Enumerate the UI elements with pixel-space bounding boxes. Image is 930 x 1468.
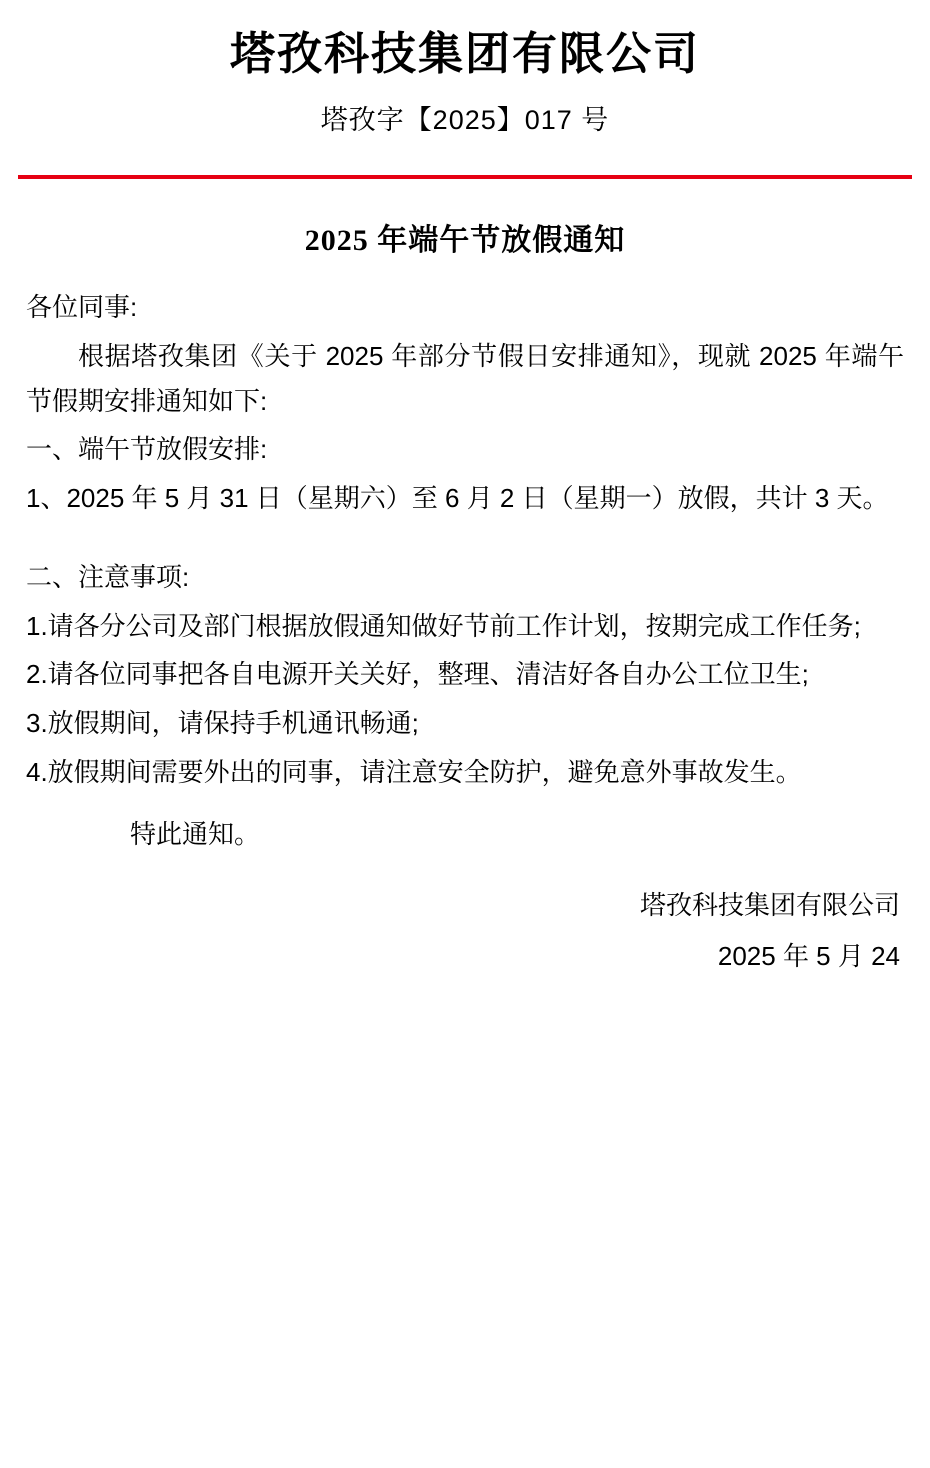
- section-two-item-3: 3.放假期间，请保持手机通讯畅通;: [26, 708, 419, 738]
- signature-block: [26, 883, 904, 978]
- intro-paragraph: 根据塔孜集团《关于 2025 年部分节假日安排通知》，现就 2025 年端午节假期安排通知如下:: [26, 340, 904, 416]
- document-number: 塔孜字【2025】017 号: [320, 105, 610, 136]
- signature-organization: 塔孜科技集团有限公司: [639, 890, 900, 921]
- document-page: [0, 26, 930, 1468]
- section-one-heading: 一、端午节放假安排:: [26, 434, 268, 465]
- section-two-item-1: 1.请各分公司及部门根据放假通知做好节前工作计划，按期完成工作任务;: [26, 610, 861, 641]
- document-body: [26, 285, 904, 857]
- salutation: 各位同事:: [26, 292, 138, 323]
- section-one-item-1: 1、2025 年 5 月 31 日（星期六）至 6 月 2 日（星期一）放假，共计 3 天。: [26, 483, 889, 514]
- section-two-item-4: 4.放假期间需要外出的同事，请注意安全防护，避免意外事故发生。: [26, 756, 802, 787]
- organization-title: 塔孜科技集团有限公司: [229, 29, 700, 79]
- section-two-heading: 二、注意事项:: [26, 561, 190, 592]
- section-two-item-2: 2.请各位同事把各自电源开关关好，整理、清洁好各自办公工位卫生;: [26, 659, 809, 690]
- closing-line: 特此通知。: [130, 819, 261, 850]
- document-title: 2025 年端午节放假通知: [304, 224, 626, 258]
- red-separator-rule: [18, 175, 912, 179]
- section-gap: [26, 525, 904, 555]
- signature-date: 2025 年 5 月 24: [717, 940, 900, 971]
